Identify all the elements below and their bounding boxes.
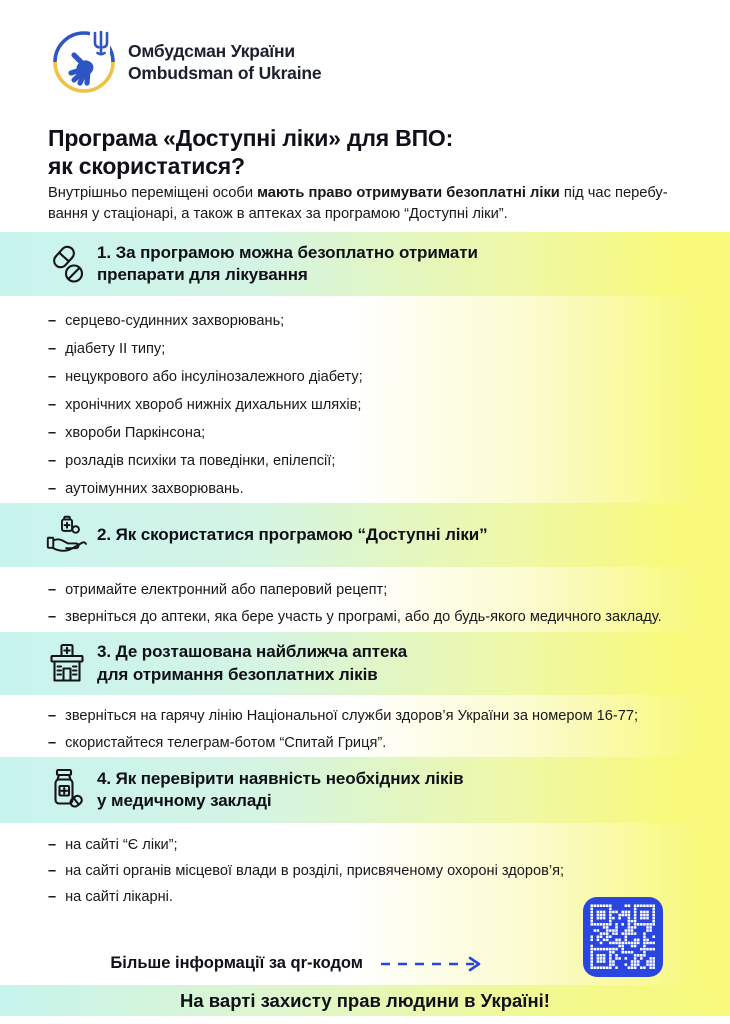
pills-icon — [46, 244, 88, 284]
list-item: – аутоімунних захворювань. — [48, 481, 244, 497]
qr-info-label: Більше інформації за qr-кодом — [110, 954, 363, 972]
list-item: – хронічних хвороб нижніх дихальних шляхів; — [48, 397, 362, 413]
page-title-line2: як скористатися? — [48, 153, 245, 180]
section-2-title: 2. Як скористатися програмою “Доступні ліки” — [97, 524, 488, 544]
section-4-band — [0, 757, 730, 823]
list-item: – скористайтеся телеграм-ботом “Спитай Гриця”. — [48, 735, 387, 751]
intro-paragraph: Внутрішньо переміщені особи мають право отримувати безоплатні ліки під час перебу- вання у стаціонарі, а також в аптеках за програмою “Доступні ліки”. — [48, 185, 668, 222]
qr-code — [583, 897, 663, 977]
list-item: – на сайті “Є ліки”; — [48, 837, 178, 853]
page-title — [48, 124, 453, 180]
ombudsman-logo-icon — [50, 28, 118, 96]
list-item: – на сайті органів місцевої влади в розділі, присвяченому охороні здоров’я; — [48, 863, 565, 879]
medicine-bottle-icon — [46, 768, 88, 812]
list-item: – зверніться до аптеки, яка бере участь у програмі, або до будь-якого медичного закладу. — [48, 609, 662, 625]
logo-title-en: Ombudsman of Ukraine — [128, 63, 322, 83]
list-item: – отримайте електронний або паперовий рецепт; — [48, 582, 388, 598]
list-item: – нецукрового або інсулінозалежного діабету; — [48, 369, 363, 385]
list-item: – серцево-судинних захворювань; — [48, 313, 285, 329]
trident-symbol — [90, 30, 110, 56]
list-item: – хвороби Паркінсона; — [48, 425, 206, 441]
section-4-list — [48, 835, 564, 913]
list-item: – розладів психіки та поведінки, епілепсії; — [48, 453, 336, 469]
section-4-title: 4. Як перевірити наявність необхідних ліків у медичному закладі — [97, 768, 464, 810]
logo-title-uk: Омбудсман України — [128, 40, 295, 61]
dashed-arrow-icon — [380, 956, 490, 972]
pharmacy-building-icon — [46, 643, 88, 685]
list-item: – на сайті лікарні. — [48, 889, 173, 905]
footer-slogan: На варті захисту прав людини в Україні! — [0, 985, 730, 1016]
logo — [50, 28, 321, 96]
hand-symbol — [71, 55, 95, 83]
section-3-band — [0, 632, 730, 695]
intro-bold-text: мають право отримувати безоплатні ліки — [257, 185, 560, 201]
section-1-title: 1. За програмою можна безоплатно отримати препарати для лікування — [97, 242, 478, 284]
list-item: – діабету II типу; — [48, 341, 166, 357]
section-2-list — [48, 580, 662, 634]
list-item: – зверніться на гарячу лінію Національної служби здоров’я України за номером 16-77; — [48, 708, 639, 724]
section-3-title: 3. Де розташована найближча аптека для отримання безоплатних ліків — [97, 642, 408, 684]
section-2-band — [0, 503, 730, 567]
hand-medicine-icon — [46, 514, 88, 556]
section-1-list — [48, 311, 363, 507]
page-title-line1: Програма «Доступні ліки» для ВПО: — [48, 125, 454, 151]
section-3-list — [48, 706, 638, 760]
section-1-band — [0, 232, 730, 296]
